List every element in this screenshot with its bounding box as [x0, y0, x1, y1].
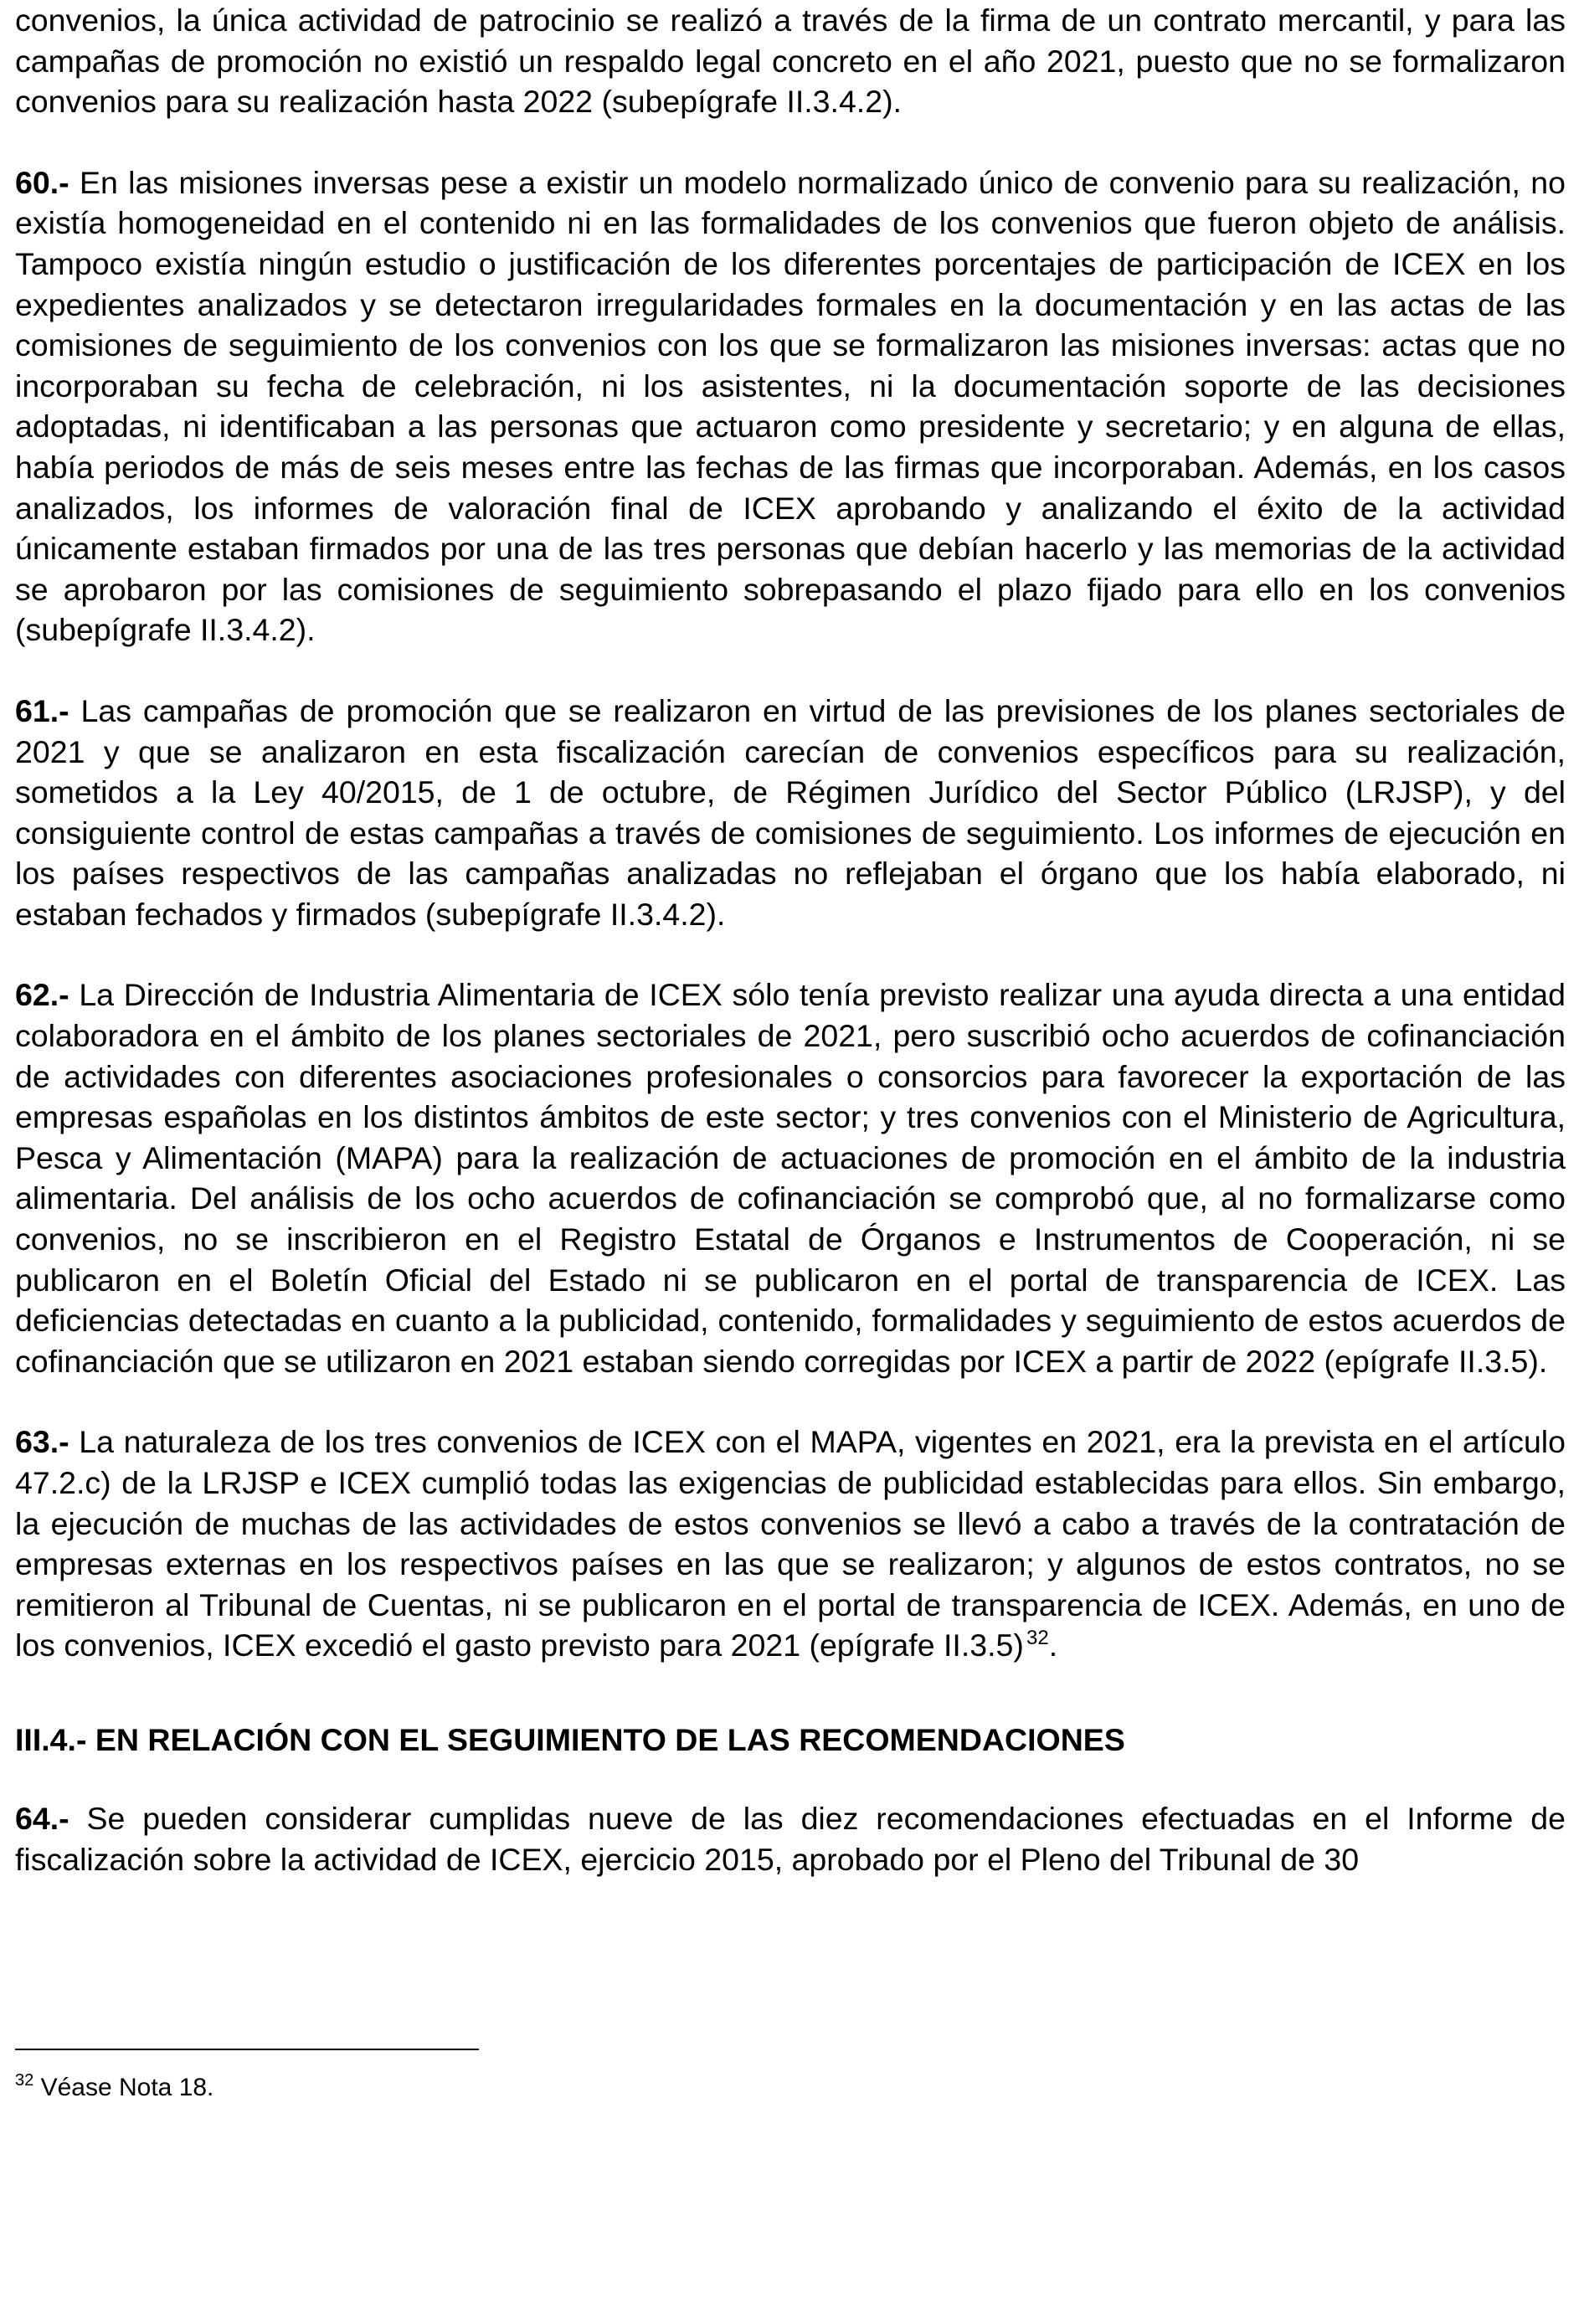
footnote-separator	[15, 2049, 479, 2050]
paragraph-text: Las campañas de promoción que se realizaron en virtud de las previsiones de los planes sectoriales de 2021 y que se analizaron en esta fiscalización carecían de convenios específicos para su realización, sometidos a la Ley 40/2015, de 1 de octubre, de Régimen Jurídico del Sector Público (LRJSP), y del consiguiente control de estas campañas a través de comisiones de seguimiento. Los informes de ejecución en los países respectivos de las campañas analizadas no reflejaban el órgano que los había elaborado, ni estaban fechados y firmados (subepígrafe II.3.4.2).	[15, 692, 1566, 932]
paragraph-61	[15, 691, 1566, 935]
paragraph-62	[15, 974, 1566, 1381]
paragraph-number: 62.-	[15, 977, 69, 1013]
continuation-paragraph	[15, 0, 1566, 122]
paragraph-text: Se pueden considerar cumplidas nueve de las diez recomendaciones efectuadas en el Informe de fiscalización sobre la actividad de ICEX, ejercicio 2015, aprobado por el Pleno del Tribunal de 30	[15, 1800, 1566, 1877]
paragraph-text: La Dirección de Industria Alimentaria de ICEX sólo tenía previsto realizar una ayuda directa a una entidad colaboradora en el ámbito de los planes sectoriales de 2021, pero suscribió ocho acuerdos de cofinanciación de actividades con diferentes asociaciones profesionales o consorcios para favorecer la exportación de las empresas españolas en los distintos ámbitos de este sector; y tres convenios con el Ministerio de Agricultura, Pesca y Alimentación (MAPA) para la realización de actuaciones de promoción en el ámbito de la industria alimentaria. Del análisis de los ocho acuerdos de cofinanciación se comprobó que, al no formalizarse como convenios, no se inscribieron en el Registro Estatal de Órganos e Instrumentos de Cooperación, ni se publicaron en el Boletín Oficial del Estado ni se publicaron en el portal de transparencia de ICEX. Las deficiencias detectadas en cuanto a la publicidad, contenido, formalidades y seguimiento de estos acuerdos de cofinanciación que se utilizaron en 2021 estaban siendo corregidas por ICEX a partir de 2022 (epígrafe II.3.5).	[15, 977, 1566, 1379]
section-heading: III.4.- EN RELACIÓN CON EL SEGUIMIENTO DE LAS RECOMENDACIONES	[15, 1721, 1125, 1757]
paragraph-number: 64.-	[15, 1800, 69, 1836]
paragraph-number: 60.-	[15, 164, 69, 200]
paragraph-63	[15, 1422, 1566, 1666]
document-page	[15, 0, 1566, 1879]
paragraph-text: La naturaleza de los tres convenios de ICEX con el MAPA, vigentes en 2021, era la prevista en el artículo 47.2.c) de la LRJSP e ICEX cumplió todas las exigencias de publicidad establecidas para ellos. Sin embargo, la ejecución de muchas de las actividades de estos convenios se llevó a cabo a través de la contratación de empresas externas en los respectivos países en las que se realizaron; y algunos de estos contratos, no se remitieron al Tribunal de Cuentas, ni se publicaron en el portal de transparencia de ICEX. Además, en uno de los convenios, ICEX excedió el gasto previsto para 2021 (epígrafe II.3.5)	[15, 1424, 1566, 1663]
paragraph-tail: .	[1048, 1627, 1058, 1663]
footnote	[15, 2071, 213, 2105]
footnote-marker: 32	[15, 2071, 34, 2090]
paragraph-text: convenios, la única actividad de patrocinio se realizó a través de la firma de un contrato mercantil, y para las campañas de promoción no existió un respaldo legal concreto en el año 2021, puesto que no se formalizaron convenios para su realización hasta 2022 (subepígrafe II.3.4.2).	[15, 3, 1566, 120]
paragraph-64	[15, 1798, 1566, 1879]
footnote-reference[interactable]: 32	[1026, 1627, 1049, 1650]
paragraph-text: En las misiones inversas pese a existir un modelo normalizado único de convenio para su realización, no existía homogeneidad en el contenido ni en las formalidades de los convenios que fueron objeto de análisis. Tampoco existía ningún estudio o justificación de los diferentes porcentajes de participación de ICEX en los expedientes analizados y se detectaron irregularidades formales en la documentación y en las actas de las comisiones de seguimiento de los convenios con los que se formalizaron las misiones inversas: actas que no incorporaban su fecha de celebración, ni los asistentes, ni la documentación soporte de las decisiones adoptadas, ni identificaban a las personas que actuaron como presidente y secretario; y en alguna de ellas, había periodos de más de seis meses entre las fechas de las firmas que incorporaban. Además, en los casos analizados, los informes de valoración final de ICEX aprobando y analizando el éxito de la actividad únicamente estaban firmados por una de las tres personas que debían hacerlo y las memorias de la actividad se aprobaron por las comisiones de seguimiento sobrepasando el plazo fijado para ello en los convenios (subepígrafe II.3.4.2).	[15, 164, 1566, 648]
paragraph-number: 63.-	[15, 1424, 69, 1460]
paragraph-60	[15, 162, 1566, 650]
paragraph-number: 61.-	[15, 692, 69, 728]
footnote-text: Véase Nota 18.	[33, 2074, 214, 2101]
